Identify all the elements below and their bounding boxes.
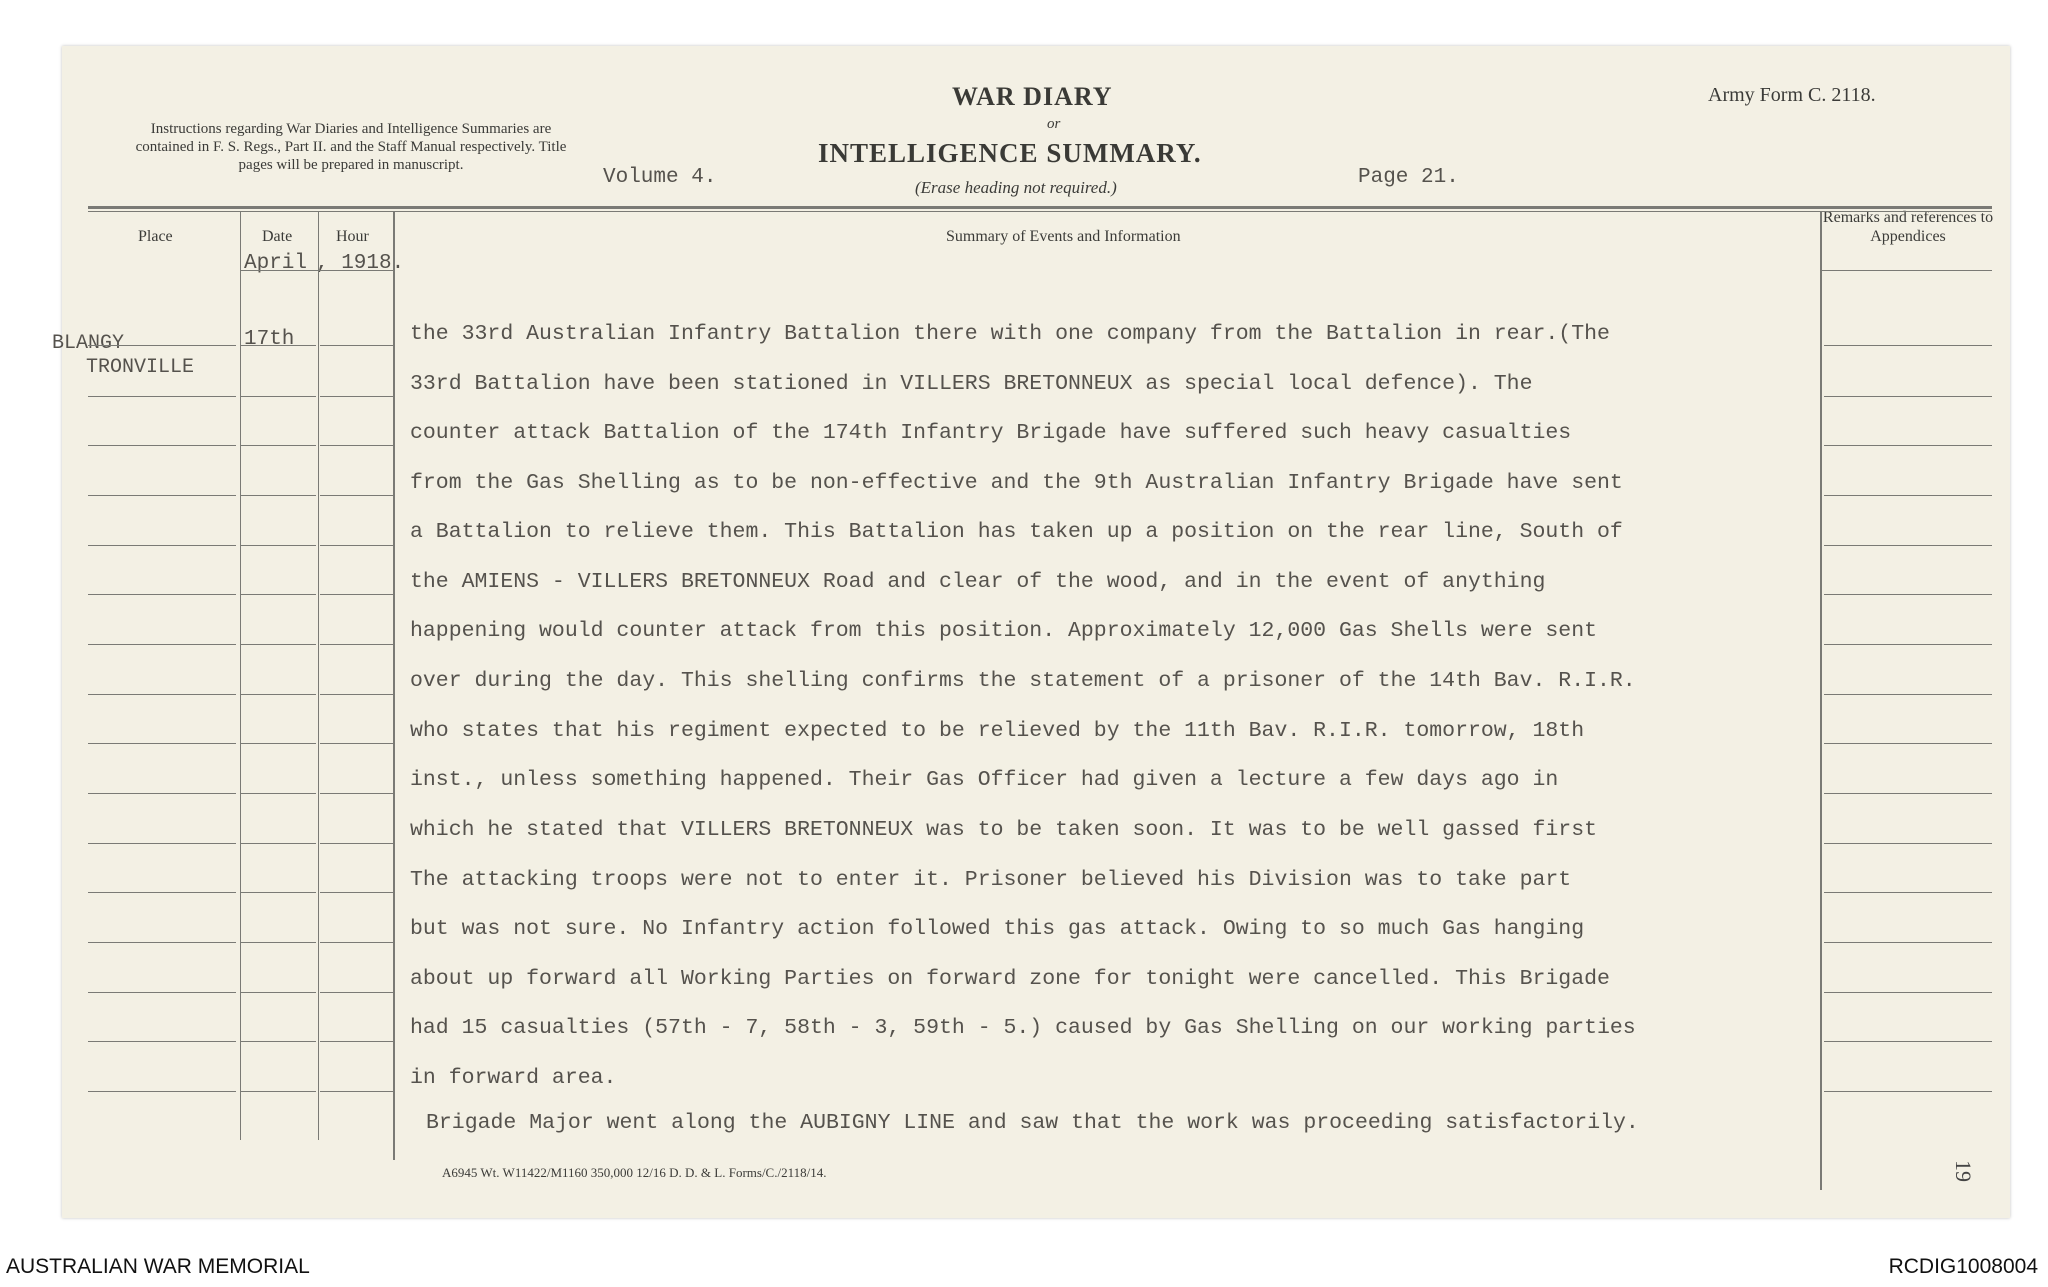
place-row-rule xyxy=(88,545,236,546)
date-row-rule xyxy=(240,396,316,397)
column-header-summary: Summary of Events and Information xyxy=(946,228,1181,245)
remarks-row-rule xyxy=(1824,644,1992,645)
place-row-rule xyxy=(88,793,236,794)
hour-row-rule xyxy=(320,694,393,695)
remarks-row-rule xyxy=(1824,1091,1992,1092)
date-row-rule xyxy=(240,445,316,446)
hour-row-rule xyxy=(320,495,393,496)
remarks-row-rule xyxy=(1824,445,1992,446)
column-header-date: Date xyxy=(262,228,293,245)
summary-line: who states that his regiment expected to be relieved by the 11th Bav. R.I.R. tomorrow, 18th xyxy=(410,719,1585,743)
remarks-column-rule xyxy=(1820,212,1822,1190)
place-row-rule xyxy=(88,644,236,645)
date-row-rule xyxy=(240,942,316,943)
place-row-rule xyxy=(88,495,236,496)
remarks-row-rule xyxy=(1824,892,1992,893)
archive-caption-right: RCDIG1008004 xyxy=(1888,1255,2038,1278)
hour-row-rule xyxy=(320,892,393,893)
hour-row-rule xyxy=(320,992,393,993)
place-row-rule xyxy=(88,1091,236,1092)
hour-column-rule xyxy=(318,212,319,1140)
summary-line: which he stated that VILLERS BRETONNEUX was to be taken soon. It was to be well gassed first xyxy=(410,818,1597,842)
summary-line: the AMIENS - VILLERS BRETONNEUX Road and clear of the wood, and in the event of anything xyxy=(410,570,1546,594)
remarks-row-rule xyxy=(1824,594,1992,595)
remarks-row-rule xyxy=(1824,545,1992,546)
instructions-text: Instructions regarding War Diaries and Intelligence Summaries are contained in F. S. Regs., Part II. and the Staff Manual respectively. Title pages will be prepared in manuscript. xyxy=(135,121,567,173)
place-row-rule xyxy=(88,445,236,446)
title-or: or xyxy=(1047,116,1061,132)
hour-row-rule xyxy=(320,445,393,446)
place-tronville: TRONVILLE xyxy=(86,356,195,379)
summary-line: Brigade Major went along the AUBIGNY LINE and saw that the work was proceeding satisfactorily. xyxy=(426,1111,1639,1135)
title-war-diary: WAR DIARY xyxy=(952,82,1113,111)
hour-row-rule xyxy=(320,594,393,595)
summary-line: the 33rd Australian Infantry Battalion there with one company from the Battalion in rear.(The xyxy=(410,322,1610,346)
summary-line: a Battalion to relieve them. This Battalion has taken up a position on the rear line, South of xyxy=(410,520,1623,544)
place-row-rule xyxy=(88,345,236,346)
remarks-row-rule xyxy=(1824,843,1992,844)
column-header-hour: Hour xyxy=(336,228,369,245)
hour-row-rule xyxy=(320,843,393,844)
hour-row-rule xyxy=(320,644,393,645)
date-row-rule xyxy=(240,495,316,496)
summary-line: had 15 casualties (57th - 7, 58th - 3, 59th - 5.) caused by Gas Shelling on our working parties xyxy=(410,1016,1636,1040)
summary-line: in forward area. xyxy=(410,1066,617,1090)
place-row-rule xyxy=(88,843,236,844)
page-label: Page 21. xyxy=(1358,166,1459,189)
remarks-row-rule xyxy=(1824,495,1992,496)
summary-line: 33rd Battalion have been stationed in VILLERS BRETONNEUX as special local defence). The xyxy=(410,372,1533,396)
date-row-rule xyxy=(240,843,316,844)
army-form-number: Army Form C. 2118. xyxy=(1708,84,1876,106)
place-blangy: BLANGY xyxy=(52,332,125,355)
title-intelligence-summary: INTELLIGENCE SUMMARY. xyxy=(818,138,1202,168)
summary-line: happening would counter attack from this position. Approximately 12,000 Gas Shells were sent xyxy=(410,619,1597,643)
place-row-rule xyxy=(88,743,236,744)
place-row-rule xyxy=(88,1041,236,1042)
hour-row-rule xyxy=(320,793,393,794)
date-row-rule xyxy=(240,1041,316,1042)
remarks-heading-rule xyxy=(1820,270,1992,271)
date-row-rule xyxy=(240,345,316,346)
summary-line: about up forward all Working Parties on forward zone for tonight were cancelled. This Brigade xyxy=(410,967,1610,991)
place-row-rule xyxy=(88,694,236,695)
remarks-row-rule xyxy=(1824,396,1992,397)
entry-year: , 1918. xyxy=(316,252,405,275)
remarks-row-rule xyxy=(1824,743,1992,744)
hour-row-rule xyxy=(320,1091,393,1092)
hour-row-rule xyxy=(320,345,393,346)
date-row-rule xyxy=(240,644,316,645)
erase-heading-note: (Erase heading not required.) xyxy=(915,178,1117,197)
header-top-rule-thin xyxy=(88,211,1992,212)
remarks-row-rule xyxy=(1824,1041,1992,1042)
date-row-rule xyxy=(240,793,316,794)
remarks-row-rule xyxy=(1824,793,1992,794)
summary-line: over during the day. This shelling confirms the statement of a prisoner of the 14th Bav. R.I.R. xyxy=(410,669,1636,693)
date-row-rule xyxy=(240,992,316,993)
summary-line: The attacking troops were not to enter it. Prisoner believed his Division was to take part xyxy=(410,868,1572,892)
hour-row-rule xyxy=(320,942,393,943)
date-row-rule xyxy=(240,594,316,595)
entry-date: 17th xyxy=(244,328,295,351)
header-top-rule xyxy=(88,206,1992,209)
entry-month: April xyxy=(244,252,308,275)
place-row-rule xyxy=(88,594,236,595)
date-row-rule xyxy=(240,743,316,744)
remarks-row-rule xyxy=(1824,694,1992,695)
date-row-rule xyxy=(240,892,316,893)
date-row-rule xyxy=(240,694,316,695)
remarks-row-rule xyxy=(1824,345,1992,346)
column-header-remarks: Remarks and references to Appendices xyxy=(1822,209,1994,245)
archive-caption-left: AUSTRALIAN WAR MEMORIAL xyxy=(6,1255,310,1278)
volume-label: Volume 4. xyxy=(603,166,717,189)
summary-line: but was not sure. No Infantry action followed this gas attack. Owing to so much Gas hanging xyxy=(410,917,1585,941)
date-column-rule xyxy=(240,212,241,1140)
page-mark: 19 xyxy=(1951,1160,1976,1182)
date-row-rule xyxy=(240,1091,316,1092)
date-heading-rule xyxy=(240,270,393,271)
hour-row-rule xyxy=(320,1041,393,1042)
hour-row-rule xyxy=(320,396,393,397)
summary-line: counter attack Battalion of the 174th Infantry Brigade have suffered such heavy casualties xyxy=(410,421,1572,445)
column-header-place: Place xyxy=(138,228,173,245)
remarks-row-rule xyxy=(1824,942,1992,943)
place-row-rule xyxy=(88,992,236,993)
hour-row-rule xyxy=(320,743,393,744)
place-row-rule xyxy=(88,396,236,397)
summary-line: inst., unless something happened. Their Gas Officer had given a lecture a few days ago in xyxy=(410,768,1559,792)
hour-row-rule xyxy=(320,545,393,546)
summary-line: from the Gas Shelling as to be non-effective and the 9th Australian Infantry Brigade have sent xyxy=(410,471,1623,495)
remarks-row-rule xyxy=(1824,992,1992,993)
place-row-rule xyxy=(88,942,236,943)
summary-column-rule xyxy=(393,212,395,1160)
print-code: A6945 Wt. W11422/M1160 350,000 12/16 D. D. & L. Forms/C./2118/14. xyxy=(442,1165,827,1180)
place-row-rule xyxy=(88,892,236,893)
date-row-rule xyxy=(240,545,316,546)
